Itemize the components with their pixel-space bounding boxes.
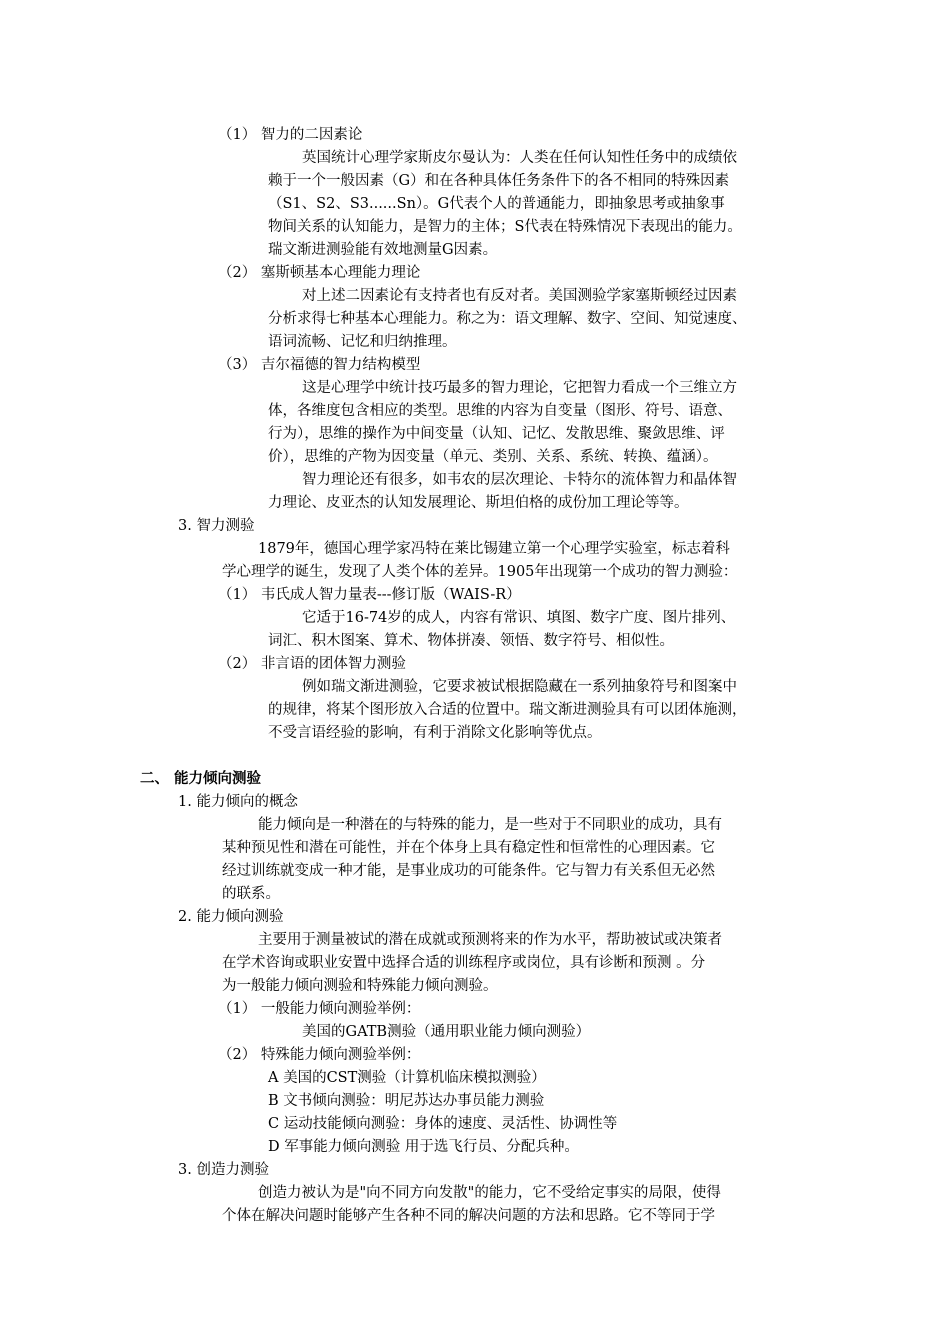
text-line: 对上述二因素论有支持者也有反对者。美国测验学家塞斯顿经过因素 xyxy=(302,288,737,304)
text-line: 语词流畅、记忆和归纳推理。 xyxy=(268,334,457,350)
text-line: 经过训练就变成一种才能，是事业成功的可能条件。它与智力有关系但无必然 xyxy=(222,863,715,879)
text-line: （2） 塞斯顿基本心理能力理论 xyxy=(218,265,421,281)
text-line: 美国的GATB测验（通用职业能力倾向测验） xyxy=(302,1024,591,1040)
text-line: 某种预见性和潜在可能性，并在个体身上具有稳定性和恒常性的心理因素。它 xyxy=(222,840,715,856)
text-line: （2） 特殊能力倾向测验举例： xyxy=(218,1047,421,1063)
text-line: （2） 非言语的团体智力测验 xyxy=(218,656,406,672)
text-line: 在学术咨询或职业安置中选择合适的训练程序或岗位，具有诊断和预测 。分 xyxy=(222,955,706,971)
text-line: 的联系。 xyxy=(222,886,280,902)
text-line: 个体在解决问题时能够产生各种不同的解决问题的方法和思路。它不等同于学 xyxy=(222,1208,715,1224)
text-line: 英国统计心理学家斯皮尔曼认为：人类在任何认知性任务中的成绩依 xyxy=(302,150,737,166)
text-line: D 军事能力倾向测验 用于选飞行员、分配兵种。 xyxy=(268,1139,579,1155)
text-line: 智力理论还有很多，如韦农的层次理论、卡特尔的流体智力和晶体智 xyxy=(302,472,737,488)
text-line: 的规律，将某个图形放入合适的位置中。瑞文渐进测验具有可以团体施测， xyxy=(268,702,747,718)
text-line: 3. 创造力测验 xyxy=(178,1162,269,1178)
text-line: 物间关系的认知能力，是智力的主体；S代表在特殊情况下表现出的能力。 xyxy=(268,219,742,235)
text-line: 价），思维的产物为因变量（单元、类别、关系、系统、转换、蕴涵）。 xyxy=(268,449,718,465)
text-line: 词汇、积木图案、算术、物体拼凑、领悟、数字符号、相似性。 xyxy=(268,633,674,649)
text-line: C 运动技能倾向测验：身体的速度、灵活性、协调性等 xyxy=(268,1116,618,1132)
text-line: 为一般能力倾向测验和特殊能力倾向测验。 xyxy=(222,978,498,994)
text-line: 二、 能力倾向测验 xyxy=(140,770,262,787)
text-line: 体，各维度包含相应的类型。思维的内容为自变量（图形、符号、语意、 xyxy=(268,403,732,419)
text-line: 1879年，德国心理学家冯特在莱比锡建立第一个心理学实验室，标志着科 xyxy=(258,541,730,557)
text-line: 能力倾向是一种潜在的与特殊的能力，是一些对于不同职业的成功，具有 xyxy=(258,817,722,833)
text-line: （S1、S2、S3......Sn）。G代表个人的普通能力，即抽象思考或抽象事 xyxy=(268,196,725,212)
text-line: 力理论、皮亚杰的认知发展理论、斯坦伯格的成份加工理论等等。 xyxy=(268,495,689,511)
text-line: 主要用于测量被试的潜在成就或预测将来的作为水平，帮助被试或决策者 xyxy=(258,932,722,948)
text-line: （1） 韦氏成人智力量表---修订版（WAIS-R） xyxy=(218,587,521,603)
text-line: （1） 智力的二因素论 xyxy=(218,127,363,143)
text-line: 瑞文渐进测验能有效地测量G因素。 xyxy=(268,242,498,258)
text-line: （1） 一般能力倾向测验举例： xyxy=(218,1001,421,1017)
text-line: 它适于16-74岁的成人，内容有常识、填图、数字广度、图片排列、 xyxy=(302,610,736,626)
text-line: 学心理学的诞生，发现了人类个体的差异。1905年出现第一个成功的智力测验： xyxy=(222,564,738,580)
text-line: 2. 能力倾向测验 xyxy=(178,909,284,925)
text-line: 这是心理学中统计技巧最多的智力理论，它把智力看成一个三维立方 xyxy=(302,380,737,396)
text-line: 3. 智力测验 xyxy=(178,518,255,534)
text-line: （3） 吉尔福德的智力结构模型 xyxy=(218,357,421,373)
text-line: 赖于一个一般因素（G）和在各种具体任务条件下的各不相同的特殊因素 xyxy=(268,173,730,189)
text-line: 行为），思维的操作为中间变量（认知、记忆、发散思维、聚敛思维、评 xyxy=(268,426,725,442)
text-line: 分析求得七种基本心理能力。称之为：语文理解、数字、空间、知觉速度、 xyxy=(268,311,747,327)
text-line: 例如瑞文渐进测验，它要求被试根据隐藏在一系列抽象符号和图案中 xyxy=(302,679,737,695)
text-line: 创造力被认为是"向不同方向发散"的能力，它不受给定事实的局限，使得 xyxy=(258,1185,721,1201)
text-line: 不受言语经验的影响，有利于消除文化影响等优点。 xyxy=(268,725,602,741)
text-line: B 文书倾向测验：明尼苏达办事员能力测验 xyxy=(268,1093,545,1109)
text-line: A 美国的CST测验（计算机临床模拟测验） xyxy=(268,1070,546,1086)
text-line: 1. 能力倾向的概念 xyxy=(178,794,298,810)
